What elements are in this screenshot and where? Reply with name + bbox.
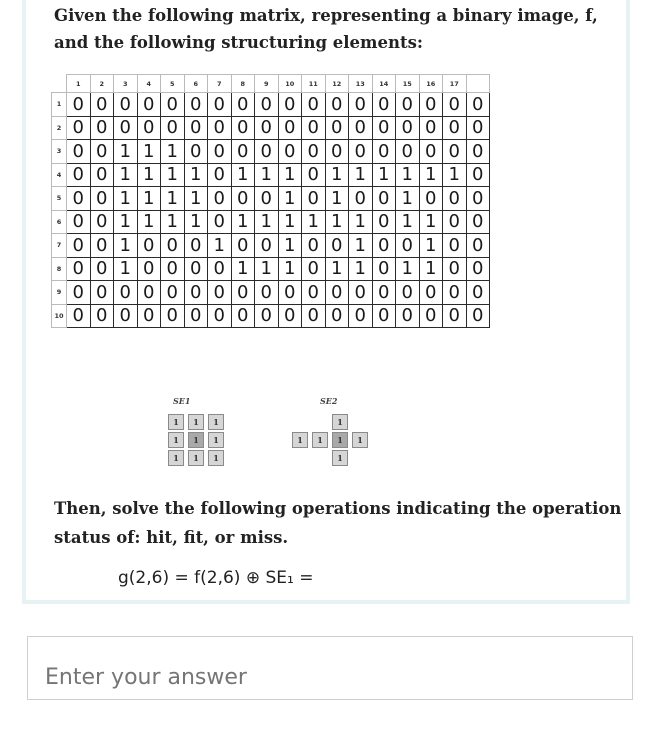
matrix-cell: 1 (278, 257, 302, 281)
matrix-cell: 1 (325, 187, 349, 211)
matrix-cell: 0 (231, 116, 255, 140)
question-instructions (54, 494, 644, 552)
matrix-cell: 1 (137, 140, 161, 164)
se1-center-cell: 1 (188, 432, 204, 448)
matrix-cell: 0 (90, 210, 114, 234)
matrix-column-header-row (52, 75, 490, 93)
se2-cell: 1 (332, 450, 348, 466)
matrix-cell: 0 (67, 257, 91, 281)
matrix-row (52, 163, 490, 187)
matrix-cell: 0 (302, 93, 326, 117)
matrix-cell: 0 (419, 281, 443, 305)
matrix-cell: 0 (278, 281, 302, 305)
se1-cell: 1 (168, 432, 184, 448)
matrix-cell: 0 (208, 116, 232, 140)
matrix-cell: 0 (137, 281, 161, 305)
question-card (22, 0, 630, 604)
matrix-cell: 0 (67, 281, 91, 305)
matrix-cell: 0 (90, 281, 114, 305)
matrix-column-header: 14 (372, 75, 396, 93)
matrix-cell: 1 (396, 163, 420, 187)
matrix-cell: 0 (184, 140, 208, 164)
matrix-cell: 0 (67, 116, 91, 140)
matrix-cell: 0 (443, 304, 467, 328)
matrix-cell: 0 (114, 304, 138, 328)
matrix-cell: 0 (208, 304, 232, 328)
matrix-cell: 0 (443, 116, 467, 140)
matrix-cell: 0 (137, 116, 161, 140)
matrix-cell: 1 (255, 210, 279, 234)
matrix-cell: 0 (255, 140, 279, 164)
matrix-cell: 0 (278, 93, 302, 117)
matrix-cell: 0 (90, 140, 114, 164)
matrix-column-header: 13 (349, 75, 373, 93)
matrix-cell: 0 (255, 187, 279, 211)
se2-cell: 1 (292, 432, 308, 448)
matrix-cell: 0 (466, 304, 490, 328)
matrix-cell: 0 (208, 140, 232, 164)
matrix-cell: 0 (396, 304, 420, 328)
matrix-column-header: 11 (302, 75, 326, 93)
matrix-cell: 1 (161, 140, 185, 164)
matrix-cell: 0 (419, 187, 443, 211)
matrix-cell: 0 (184, 116, 208, 140)
matrix-cell: 0 (443, 257, 467, 281)
matrix-cell: 0 (372, 93, 396, 117)
matrix-cell: 0 (349, 140, 373, 164)
matrix-cell: 0 (419, 304, 443, 328)
matrix-cell: 0 (302, 187, 326, 211)
matrix-cell: 0 (137, 304, 161, 328)
matrix-cell: 1 (184, 163, 208, 187)
matrix-column-header: 2 (90, 75, 114, 93)
matrix-cell: 0 (466, 257, 490, 281)
matrix-cell: 0 (372, 281, 396, 305)
matrix-corner (52, 75, 67, 93)
matrix-column-header: 4 (137, 75, 161, 93)
matrix-row-header: 5 (52, 187, 67, 211)
matrix-row-header: 3 (52, 140, 67, 164)
matrix-cell: 0 (231, 234, 255, 258)
matrix-cell: 1 (325, 163, 349, 187)
matrix-cell: 1 (396, 257, 420, 281)
matrix-cell: 1 (184, 187, 208, 211)
matrix-cell: 1 (114, 140, 138, 164)
matrix-column-header: 9 (255, 75, 279, 93)
matrix-cell: 0 (161, 116, 185, 140)
matrix-cell: 0 (443, 281, 467, 305)
matrix-cell: 0 (67, 234, 91, 258)
matrix-cell: 0 (349, 281, 373, 305)
matrix-cell: 0 (372, 257, 396, 281)
matrix-cell: 1 (443, 163, 467, 187)
matrix-cell: 1 (114, 187, 138, 211)
matrix-cell: 0 (161, 234, 185, 258)
matrix-cell: 0 (184, 234, 208, 258)
matrix-row-header: 2 (52, 116, 67, 140)
matrix-cell: 0 (184, 304, 208, 328)
matrix-cell: 0 (278, 304, 302, 328)
matrix-column-header: 17 (443, 75, 467, 93)
matrix-cell: 1 (396, 187, 420, 211)
se2-cell: 1 (312, 432, 328, 448)
matrix-cell: 0 (161, 281, 185, 305)
matrix-cell: 0 (255, 281, 279, 305)
matrix-cell: 1 (302, 210, 326, 234)
matrix-cell: 0 (372, 116, 396, 140)
matrix-cell: 0 (443, 187, 467, 211)
matrix-cell: 0 (302, 163, 326, 187)
matrix-row (52, 116, 490, 140)
matrix-cell: 0 (208, 163, 232, 187)
se1-cell: 1 (208, 432, 224, 448)
matrix-cell: 0 (419, 93, 443, 117)
matrix-cell: 0 (443, 210, 467, 234)
se1-cell: 1 (188, 450, 204, 466)
matrix-cell: 0 (208, 210, 232, 234)
matrix-cell: 0 (372, 234, 396, 258)
matrix-cell: 1 (161, 163, 185, 187)
matrix-cell: 0 (231, 187, 255, 211)
matrix-cell: 0 (325, 116, 349, 140)
matrix-cell: 0 (208, 281, 232, 305)
matrix-cell: 0 (302, 304, 326, 328)
se2-label: SE2 (320, 396, 338, 406)
matrix-row-header: 6 (52, 210, 67, 234)
matrix-cell: 0 (302, 234, 326, 258)
matrix-row-header: 8 (52, 257, 67, 281)
se2-cell: 1 (332, 414, 348, 430)
matrix-cell: 0 (325, 93, 349, 117)
matrix-cell: 0 (90, 304, 114, 328)
matrix-cell: 0 (255, 304, 279, 328)
matrix-cell: 0 (466, 281, 490, 305)
matrix-column-header (466, 75, 490, 93)
matrix-cell: 0 (466, 140, 490, 164)
instructions-line-1: Then, solve the following operations indicating the operation (54, 499, 622, 518)
matrix-cell: 0 (278, 116, 302, 140)
matrix-cell: 0 (372, 187, 396, 211)
matrix-cell: 1 (184, 210, 208, 234)
matrix-row (52, 257, 490, 281)
matrix-cell: 0 (349, 93, 373, 117)
se2-center-cell: 1 (332, 432, 348, 448)
matrix-cell: 0 (137, 234, 161, 258)
se1-cell: 1 (168, 450, 184, 466)
matrix-cell: 0 (443, 234, 467, 258)
matrix-cell: 0 (90, 257, 114, 281)
matrix-cell: 0 (325, 234, 349, 258)
matrix-cell: 0 (396, 140, 420, 164)
matrix-row-header: 7 (52, 234, 67, 258)
matrix-cell: 1 (419, 257, 443, 281)
matrix-cell: 0 (90, 116, 114, 140)
matrix-column-header: 15 (396, 75, 420, 93)
matrix-cell: 1 (114, 234, 138, 258)
matrix-cell: 0 (466, 116, 490, 140)
matrix-cell: 0 (466, 187, 490, 211)
matrix-cell: 0 (349, 187, 373, 211)
matrix-cell: 1 (278, 210, 302, 234)
matrix-cell: 0 (67, 187, 91, 211)
matrix-cell: 0 (67, 163, 91, 187)
matrix-cell: 1 (114, 257, 138, 281)
matrix-cell: 0 (231, 281, 255, 305)
matrix-cell: 0 (90, 93, 114, 117)
matrix-cell: 0 (208, 93, 232, 117)
matrix-cell: 1 (114, 163, 138, 187)
matrix-cell: 0 (161, 93, 185, 117)
matrix-cell: 0 (208, 257, 232, 281)
matrix-row (52, 281, 490, 305)
matrix-column-header: 1 (67, 75, 91, 93)
matrix-cell: 0 (137, 93, 161, 117)
matrix-cell: 1 (349, 210, 373, 234)
intro-line-1: Given the following matrix, representing a binary image, f, (54, 6, 598, 25)
matrix-column-header: 10 (278, 75, 302, 93)
matrix-row (52, 210, 490, 234)
matrix-cell: 0 (302, 257, 326, 281)
matrix-cell: 1 (349, 257, 373, 281)
matrix-cell: 0 (67, 93, 91, 117)
matrix-row (52, 93, 490, 117)
matrix-cell: 0 (372, 304, 396, 328)
matrix-cell: 1 (396, 210, 420, 234)
matrix-cell: 0 (419, 140, 443, 164)
matrix-column-header: 12 (325, 75, 349, 93)
se2-cell: 1 (352, 432, 368, 448)
matrix-cell: 0 (255, 93, 279, 117)
matrix-cell: 0 (161, 304, 185, 328)
matrix-row-header: 4 (52, 163, 67, 187)
matrix-cell: 1 (161, 187, 185, 211)
matrix-cell: 0 (302, 116, 326, 140)
matrix-cell: 0 (466, 163, 490, 187)
matrix-cell: 1 (325, 210, 349, 234)
matrix-cell: 0 (372, 210, 396, 234)
matrix-cell: 1 (278, 187, 302, 211)
matrix-cell: 0 (443, 93, 467, 117)
matrix-cell: 0 (114, 116, 138, 140)
se1-cell: 1 (208, 414, 224, 430)
answer-input[interactable] (27, 636, 633, 700)
matrix-cell: 0 (466, 234, 490, 258)
binary-image-matrix (51, 74, 490, 328)
matrix-cell: 0 (255, 234, 279, 258)
matrix-cell: 1 (278, 234, 302, 258)
matrix-cell: 0 (419, 116, 443, 140)
matrix-cell: 0 (396, 116, 420, 140)
matrix-cell: 0 (302, 140, 326, 164)
matrix-cell: 1 (137, 210, 161, 234)
matrix-cell: 1 (419, 163, 443, 187)
matrix-cell: 1 (137, 187, 161, 211)
matrix-cell: 1 (325, 257, 349, 281)
matrix-cell: 0 (396, 93, 420, 117)
matrix-column-header: 7 (208, 75, 232, 93)
matrix-cell: 0 (325, 304, 349, 328)
matrix-cell: 1 (419, 210, 443, 234)
matrix-cell: 0 (466, 210, 490, 234)
matrix-cell: 1 (278, 163, 302, 187)
instructions-line-2: status of: hit, fit, or miss. (54, 528, 289, 547)
matrix-cell: 0 (184, 93, 208, 117)
matrix-cell: 0 (67, 304, 91, 328)
se1-cell: 1 (168, 414, 184, 430)
matrix-cell: 0 (443, 140, 467, 164)
se1-label: SE1 (173, 396, 191, 406)
matrix-cell: 0 (67, 210, 91, 234)
matrix-row (52, 234, 490, 258)
se1-cell: 1 (188, 414, 204, 430)
matrix-cell: 1 (255, 163, 279, 187)
matrix-cell: 0 (90, 163, 114, 187)
matrix-cell: 1 (255, 257, 279, 281)
matrix-cell: 0 (302, 281, 326, 305)
matrix-cell: 0 (466, 93, 490, 117)
intro-line-2: and the following structuring elements: (54, 33, 423, 52)
matrix-cell: 0 (90, 187, 114, 211)
matrix-cell: 0 (161, 257, 185, 281)
matrix-cell: 0 (114, 93, 138, 117)
matrix-row-header: 1 (52, 93, 67, 117)
matrix-row (52, 187, 490, 211)
matrix-cell: 0 (349, 304, 373, 328)
matrix-cell: 0 (231, 304, 255, 328)
matrix-cell: 0 (396, 281, 420, 305)
matrix-cell: 1 (231, 257, 255, 281)
matrix-row (52, 140, 490, 164)
se1-cell: 1 (208, 450, 224, 466)
matrix-cell: 0 (114, 281, 138, 305)
matrix-column-header: 8 (231, 75, 255, 93)
matrix-cell: 1 (372, 163, 396, 187)
matrix-cell: 0 (255, 116, 279, 140)
matrix-column-header: 16 (419, 75, 443, 93)
matrix-cell: 0 (278, 140, 302, 164)
matrix-cell: 0 (184, 257, 208, 281)
matrix-cell: 1 (231, 163, 255, 187)
matrix-cell: 1 (231, 210, 255, 234)
matrix-cell: 0 (137, 257, 161, 281)
matrix-cell: 0 (184, 281, 208, 305)
question-intro (54, 2, 624, 56)
matrix-cell: 0 (231, 93, 255, 117)
matrix-cell: 0 (325, 140, 349, 164)
matrix-cell: 0 (349, 116, 373, 140)
matrix-cell: 1 (161, 210, 185, 234)
matrix-cell: 0 (325, 281, 349, 305)
matrix-cell: 1 (114, 210, 138, 234)
operation-formula: g(2,6) = f(2,6) ⊕ SE₁ = (118, 568, 314, 588)
matrix-cell: 1 (137, 163, 161, 187)
matrix-row-header: 9 (52, 281, 67, 305)
matrix-cell: 1 (349, 234, 373, 258)
matrix-cell: 0 (372, 140, 396, 164)
matrix-row-header: 10 (52, 304, 67, 328)
matrix-cell: 1 (419, 234, 443, 258)
matrix-cell: 0 (208, 187, 232, 211)
matrix-cell: 0 (90, 234, 114, 258)
matrix-cell: 1 (208, 234, 232, 258)
matrix-column-header: 3 (114, 75, 138, 93)
matrix-cell: 0 (396, 234, 420, 258)
matrix-cell: 0 (67, 140, 91, 164)
matrix-column-header: 6 (184, 75, 208, 93)
matrix-cell: 0 (231, 140, 255, 164)
matrix-column-header: 5 (161, 75, 185, 93)
matrix-cell: 1 (349, 163, 373, 187)
matrix-row (52, 304, 490, 328)
